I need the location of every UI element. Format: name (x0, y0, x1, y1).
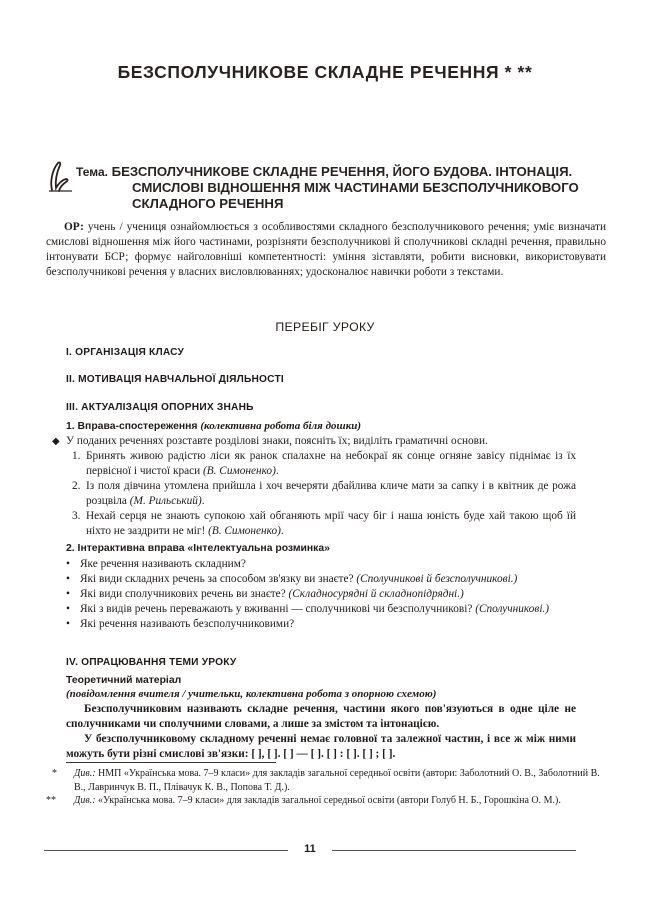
learning-objectives (46, 220, 606, 280)
exercise-1-sentences (72, 449, 576, 539)
bullet-icon: • (66, 573, 70, 585)
theme-line-1: БЕЗСПОЛУЧНИКОВЕ СКЛАДНЕ РЕЧЕННЯ, ЙОГО БУДОВА. ІНТОНАЦІЯ. (111, 164, 573, 179)
exercise-2-questions (66, 557, 576, 632)
theory-label: Теоретичний матеріал (66, 675, 182, 686)
exercise-2-heading (66, 543, 330, 554)
quill-pen-icon (46, 160, 76, 194)
exercise-1-note: (колективна робота біля дошки) (200, 420, 362, 432)
theory-paragraph-2: У безсполучниковому складному реченні немає головної та залежної частин, і все ж між ними можуть бути різні смислові зв'язки: [ ], [ ]. [ ] — [ ]. [ ] : [ ]. [ ] ; [ ]. (66, 733, 576, 760)
theme-line-3: СКЛАДНОГО РЕЧЕННЯ (132, 196, 284, 211)
exercise-2-label: 2. Інтерактивна вправа «Інтелектуальна розминка» (66, 543, 330, 554)
lesson-flow-heading: ПЕРЕБІГ УРОКУ (275, 320, 375, 334)
theory-heading (66, 675, 181, 686)
section-heading-topic-work: IV. ОПРАЦЮВАННЯ ТЕМИ УРОКУ (66, 657, 237, 668)
footer-rule-right (332, 850, 576, 851)
footnote-divider (66, 762, 276, 763)
objectives-text: учень / учениця ознайомлюється з особливостями складного безсполучникового речення; уміє визначати смислові відношення між його частинами, розрізняти безсполучникові й сполучникові складні речення, правильно інтонувати БСР; формує найголовніші компетентності: уміння зіставляти, робити висновки, використовувати безсполучникові речення у власних висловлюваннях; удосконалює навички роботи з текстами. (46, 221, 606, 278)
exercise-1-task: У поданих реченнях розставте розділові знаки, поясніть їх; виділіть граматичні основи. (66, 435, 488, 447)
theme-label: Тема. (76, 165, 108, 179)
list-item: • Які речення називають безсполучниковими? (66, 618, 295, 630)
exercise-1-label: 1. Вправа-спостереження (66, 421, 198, 432)
section-heading-organization: І. ОРГАНІЗАЦІЯ КЛАСУ (66, 347, 185, 358)
objectives-label: ОР: (64, 221, 84, 233)
theory-paragraph-1: Безсполучниковим називають складне речення, частини якого пов'язуються в одне ціле не сполучниками чи сполучними словами, а лише за змістом та інтонацією. (66, 703, 576, 730)
theme-line-2: СМИСЛОВІ ВІДНОШЕННЯ МІЖ ЧАСТИНАМИ БЕЗСПОЛУЧНИКОВОГО (132, 180, 579, 195)
footer-rule-left (44, 850, 288, 851)
exercise-2-body (66, 557, 576, 632)
list-item: • Які види сполучникових речень ви знаєте? (Складносурядні й складнопідрядні.) (66, 588, 464, 600)
lesson-theme (46, 164, 606, 212)
list-item: • Які з видів речень переважають у вживанні — сполучникові чи безсполучникові? (Сполучникові.) (66, 603, 550, 615)
diamond-bullet-icon: ◆ (52, 436, 60, 447)
theory-note: (повідомлення вчителя / учительки, колективна робота з опорною схемою) (66, 688, 437, 700)
bullet-icon: • (66, 588, 70, 600)
list-item: 2. Із поля дівчина утомлена прийшла і хоч вечеряти дбайлива кличе мати за сапку і в квітник де рожа розцвіла (М. Рильський). (72, 480, 576, 507)
bullet-icon: • (66, 558, 70, 570)
exercise-1-body (52, 434, 576, 539)
page-title: БЕЗСПОЛУЧНИКОВЕ СКЛАДНЕ РЕЧЕННЯ * ** (117, 62, 533, 82)
list-item: • Яке речення називають складним? (66, 558, 246, 570)
section-heading-actualization: ІІІ. АКТУАЛІЗАЦІЯ ОПОРНИХ ЗНАНЬ (66, 402, 254, 413)
list-item: 1. Бринять живою радістю ліси як ранок спалахне на небокраї як сонце огняне завісу піднімає із їх первісної і чистої краси (В. Симоненко). (72, 450, 576, 477)
page-number: 11 (304, 843, 316, 855)
theory-body (66, 702, 576, 762)
bullet-icon: • (66, 618, 70, 630)
footnote: ** Див.: «Українська мова. 7–9 класи» для закладів загальної середньої освіти (автори Голуб Н. Б., Горошкіна О. М.). (46, 795, 561, 806)
exercise-1-heading (66, 420, 361, 432)
footnote: * Див.: НМП «Українська мова. 7–9 класи» для закладів загальної середньої освіти (автори: Заболотний О. В., Заболотний В. В., Лавринчук В. П., Плівачук К. В., Попова Т. Д.). (52, 768, 600, 793)
list-item: • Які види складних речень за способом зв'язку ви знаєте? (Сполучникові й безсполучникові.) (66, 573, 518, 585)
bullet-icon: • (66, 603, 70, 615)
section-heading-motivation: ІІ. МОТИВАЦІЯ НАВЧАЛЬНОЇ ДІЯЛЬНОСТІ (66, 374, 284, 385)
footnotes (46, 767, 606, 808)
list-item: 3. Нехай серця не знають супокою хай обганяють мрії часу біг і наша юність буде хай такою щоб їй ніхто не заздрити не міг! (В. Симоненко). (72, 510, 576, 537)
